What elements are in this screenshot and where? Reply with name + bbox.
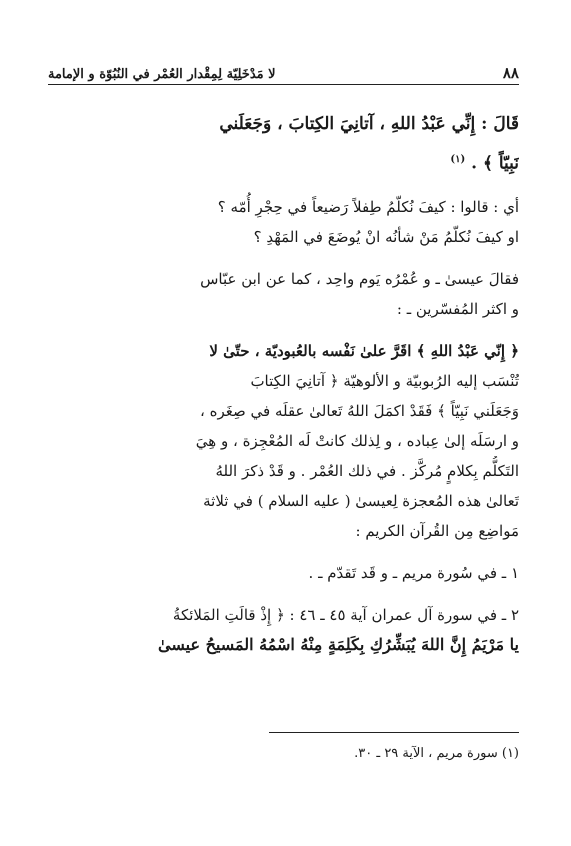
paragraph-3-line-7: مَواضِع مِن القُرآن الكريم :	[355, 521, 519, 540]
paragraph-3-line-4: و ارسَلَه إلىٰ عِباده ، و لِذلك كانتْ لَه المُعْجِزة ، و هِيَ	[195, 431, 519, 450]
paragraph-3-line-5: التَكلُّم بِكلامٍ مُركَّز . في ذلك العُمْر . و قَدْ ذكرَ اللهُ	[215, 461, 519, 480]
paragraph-3	[48, 336, 519, 546]
quran-verse-line-1: قَالَ : إِنِّي عَبْدُ اللهِ ، آتانِيَ الكِتابَ ، وَجَعَلَني	[219, 114, 519, 134]
quran-verse-line-2	[48, 142, 519, 182]
paragraph-2-line-2: و اكثر المُفسّرين ـ :	[396, 299, 519, 318]
paragraph-2-line-1: فقالَ عيسىٰ ـ و عُمْرُه يَوم واحِد ، كما عن ابن عبّاس	[200, 269, 519, 288]
list-item-1-text: ١ ـ في سُورة مريم ـ و قَد تَقدّم ـ .	[308, 563, 519, 582]
list-item-2-line-1: ٢ ـ في سورة آل عمران آية ٤٥ ـ ٤٦ : ﴿ إِذْ قالَتِ المَلائكةُ	[172, 605, 519, 624]
footnote: (١) سورة مريم ، الآية ٢٩ ـ ٣٠.	[354, 746, 519, 761]
quran-verse-line-2-text: نَبِيّاً ﴾ .	[471, 153, 519, 174]
quran-verse-block	[48, 106, 519, 182]
paragraph-3-line-2: تُنْسَب إليه الرُبوبيّة و الألوهيّة ﴿ آتانِيَ الكِتابَ	[250, 371, 519, 390]
paragraph-3-line-6: تَعالىٰ هذه المُعجزة لِعيسىٰ ( عليه السلام ) في ثلاثة	[203, 491, 519, 510]
paragraph-3-line-3: وَجَعَلَني نَبِيّاً ﴾ فَقَدْ اكمَلَ اللهُ تَعالىٰ عقلَه في صِغَره ،	[200, 401, 519, 420]
paragraph-1-line-1: أي : قالوا : كيفَ نُكلّمُ طِفلاً رَضيعاً في حِجْرِ أُمّه ؟	[217, 197, 519, 216]
footnote-reference: (١)	[450, 154, 466, 165]
main-text	[48, 106, 519, 672]
list-item-1	[48, 558, 519, 588]
paragraph-1-line-2: او كيفَ نُكلّمُ مَنْ شأنُه انْ يُوضَعَ في المَهْدِ ؟	[253, 227, 519, 246]
paragraph-3-line-1: ﴿ إِنّي عَبْدُ اللهِ ﴾ اقَرَّ علىٰ نَفْسه بالعُبوديّة ، حتّىٰ لا	[209, 341, 519, 360]
book-page	[48, 0, 519, 846]
list-item-2-line-2: يا مَرْيَمُ إِنَّ اللهَ يُبَشِّرُكِ بِكَلِمَةٍ مِنْهُ اسْمُهُ المَسيحُ عيسىٰ	[158, 634, 519, 654]
page-number: ٨٨	[502, 64, 519, 82]
paragraph-2	[48, 264, 519, 324]
paragraph-1	[48, 192, 519, 252]
running-title: لا مَدْخَلِيّة لِمِقْدار العُمْر في النُبُوّة و الإمامة	[48, 67, 276, 82]
list-item-2	[48, 600, 519, 660]
page-header	[48, 54, 519, 85]
footnote-divider	[269, 732, 519, 733]
